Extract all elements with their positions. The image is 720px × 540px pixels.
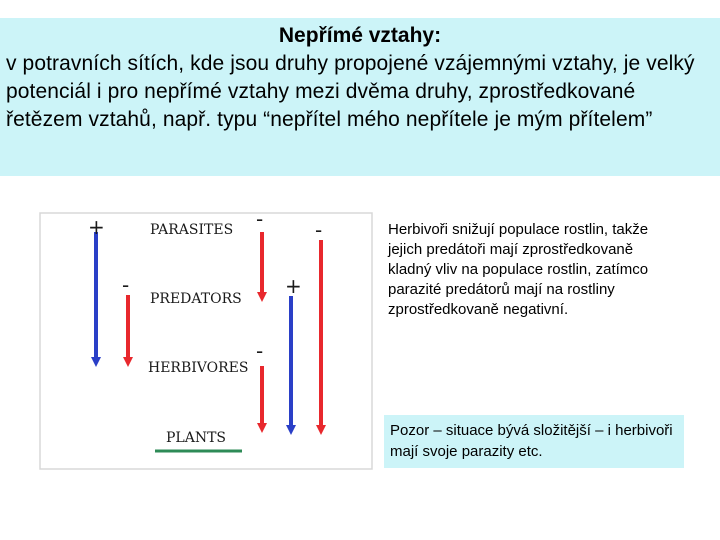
sign-red-mid-bottom: - (256, 339, 264, 363)
sign-blue-left: + (88, 215, 105, 239)
level-label-predators: PREDATORS (150, 291, 242, 307)
note-box (384, 415, 684, 468)
header-text: v potravních sítích, kde jsou druhy propojené vzájemnými vztahy, je velký potenciál i pro nepřímé vztahy mezi dvěma druhy, zprostředkované řetězem vztahů, např. typu “nepřítel mého nepřítele je mým přítelem” (6, 52, 695, 131)
sign-red-left: - (122, 273, 130, 297)
explanation-text: Herbivoři snižují populace rostlin, takže jejich predátoři mají zprostředkovaně kladný vliv na populace rostlin, zatímco parazité predátorů mají na rostliny zprostředkovaně negativní. (388, 221, 649, 318)
level-label-parasites: PARASITES (150, 222, 234, 238)
header-title: Nepřímé vztahy: (278, 24, 442, 47)
sign-red-right: - (315, 218, 323, 242)
level-label-plants: PLANTS (166, 430, 227, 446)
sign-blue-right: + (285, 274, 302, 298)
sign-red-mid-top: - (256, 207, 264, 231)
level-label-herbivores: HERBIVORES (148, 360, 249, 376)
note-text: Pozor – situace bývá složitější – i herbivoři mají svoje parazity etc. (390, 422, 673, 460)
